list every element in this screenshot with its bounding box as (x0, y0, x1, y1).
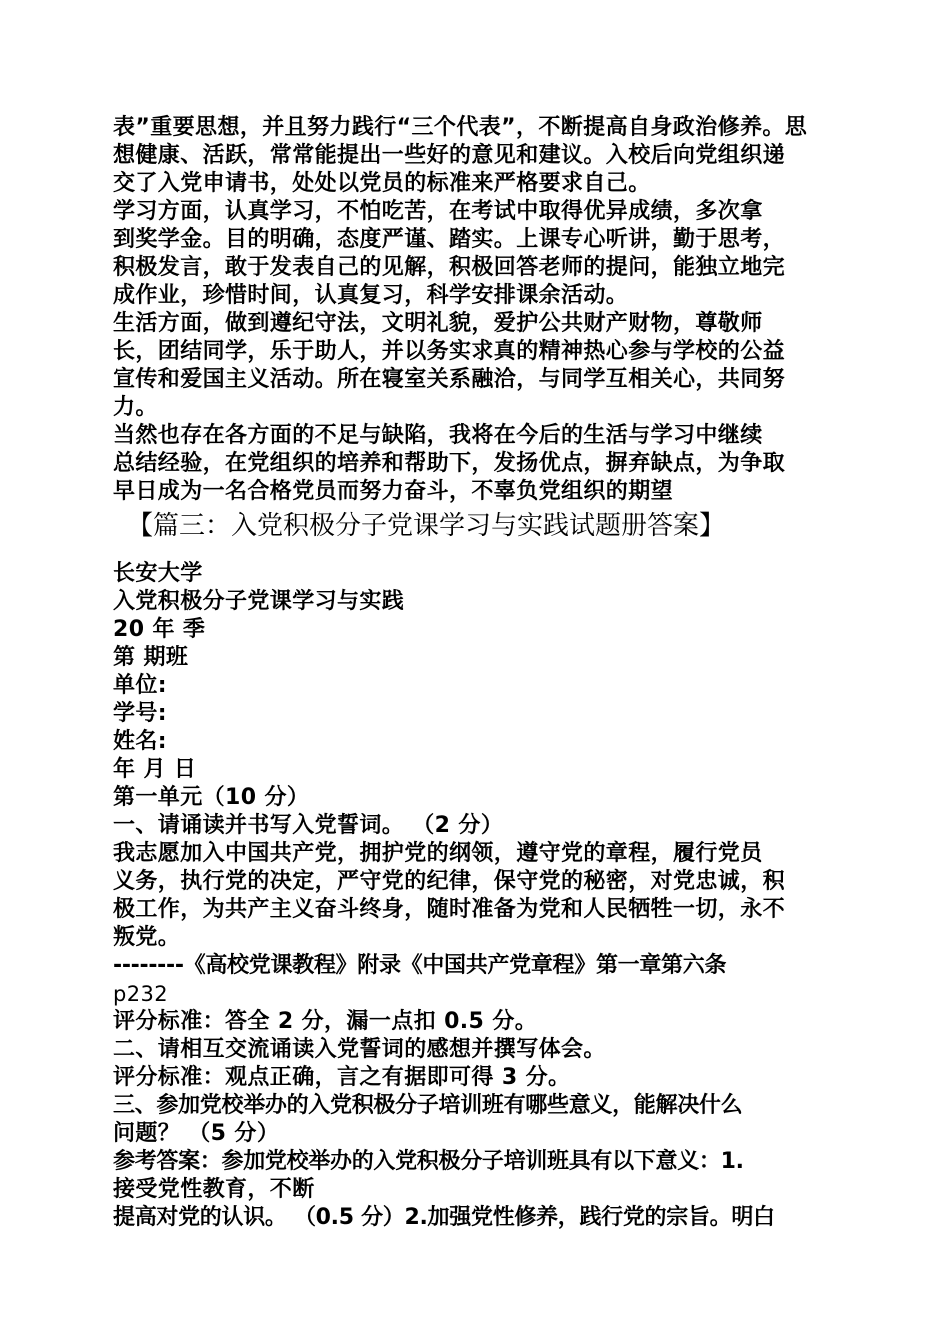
body-line: 接受党性教育，不断 (113, 1177, 315, 1202)
cover-line: 学号: (113, 701, 167, 726)
text-line: 交了入党申请书，处处以党员的标准来严格要求自己。 (113, 171, 651, 196)
body-line: 二、请相互交流诵读入党誓词的感想并撰写体会。 (113, 1037, 606, 1062)
text-line: 学习方面，认真学习，不怕吃苦，在考试中取得优异成绩，多次拿 (113, 199, 763, 224)
section-heading: 【篇三：入党积极分子党课学习与实践试题册答案】 (127, 511, 726, 541)
text-line: 想健康、活跃，常常能提出一些好的意见和建议。入校后向党组织递 (113, 143, 786, 168)
body-line: 评分标准：答全 2 分，漏一点扣 0.5 分。 (113, 1009, 538, 1034)
body-line: 我志愿加入中国共产党，拥护党的纲领，遵守党的章程，履行党员 (113, 841, 763, 866)
body-line: 提高对党的认识。 （0.5 分）2.加强党性修养，践行党的宗旨。明白 (113, 1205, 775, 1230)
cover-line: 年 月 日 (113, 757, 197, 782)
text-line: 积极发言，敢于发表自己的见解，积极回答老师的提问，能独立地完 (113, 255, 786, 280)
body-line: 参考答案：参加党校举办的入党积极分子培训班具有以下意义：1. (113, 1149, 744, 1174)
document-text (113, 114, 843, 1232)
text-line: 生活方面，做到遵纪守法，文明礼貌，爱护公共财产财物，尊敬师 (113, 311, 763, 336)
text-line: 力。 (113, 395, 158, 420)
text-line: 表”重要思想，并且努力践行“三个代表”，不断提高自身政治修养。思 (113, 115, 808, 140)
text-line: 长，团结同学，乐于助人，并以务实求真的精神热心参与学校的公益 (113, 339, 786, 364)
body-line: 第一单元（10 分） (113, 785, 310, 810)
text-line: 成作业，珍惜时间，认真复习，科学安排课余活动。 (113, 283, 629, 308)
text-line: 当然也存在各方面的不足与缺陷，我将在今后的生活与学习中继续 (113, 423, 763, 448)
body-line: 叛党。 (113, 925, 181, 950)
text-line: 早日成为一名合格党员而努力奋斗，不辜负党组织的期望 (113, 479, 674, 504)
body-line: 评分标准：观点正确，言之有据即可得 3 分。 (113, 1065, 571, 1090)
body-line: 问题？ （5 分） (113, 1121, 280, 1146)
spacer (113, 546, 843, 560)
cover-line: 长安大学 (113, 561, 203, 586)
text-line: 总结经验，在党组织的培养和帮助下，发扬优点，摒弃缺点，为争取 (113, 451, 786, 476)
body-line: 极工作，为共产主义奋斗终身，随时准备为党和人民牺牲一切，永不 (113, 897, 786, 922)
cover-line: 第 期班 (113, 645, 189, 670)
text-line: 宣传和爱国主义活动。所在寝室关系融洽，与同学互相关心，共同努 (113, 367, 786, 392)
body-line: 三、参加党校举办的入党积极分子培训班有哪些意义，能解决什么 (113, 1093, 743, 1118)
body-line: p232 (113, 982, 169, 1006)
body-line: 一、请诵读并书写入党誓词。 （2 分） (113, 813, 504, 838)
body-line: --------《高校党课教程》附录《中国共产党章程》第一章第六条 (113, 953, 727, 978)
text-line: 到奖学金。目的明确，态度严谨、踏实。上课专心听讲，勤于思考， (113, 227, 786, 252)
body-line: 义务，执行党的决定，严守党的纪律，保守党的秘密，对党忠诚，积 (113, 869, 786, 894)
cover-line: 单位: (113, 673, 167, 698)
cover-line: 20 年 季 (113, 617, 206, 642)
cover-line: 入党积极分子党课学习与实践 (113, 589, 405, 614)
cover-line: 姓名: (113, 729, 167, 754)
